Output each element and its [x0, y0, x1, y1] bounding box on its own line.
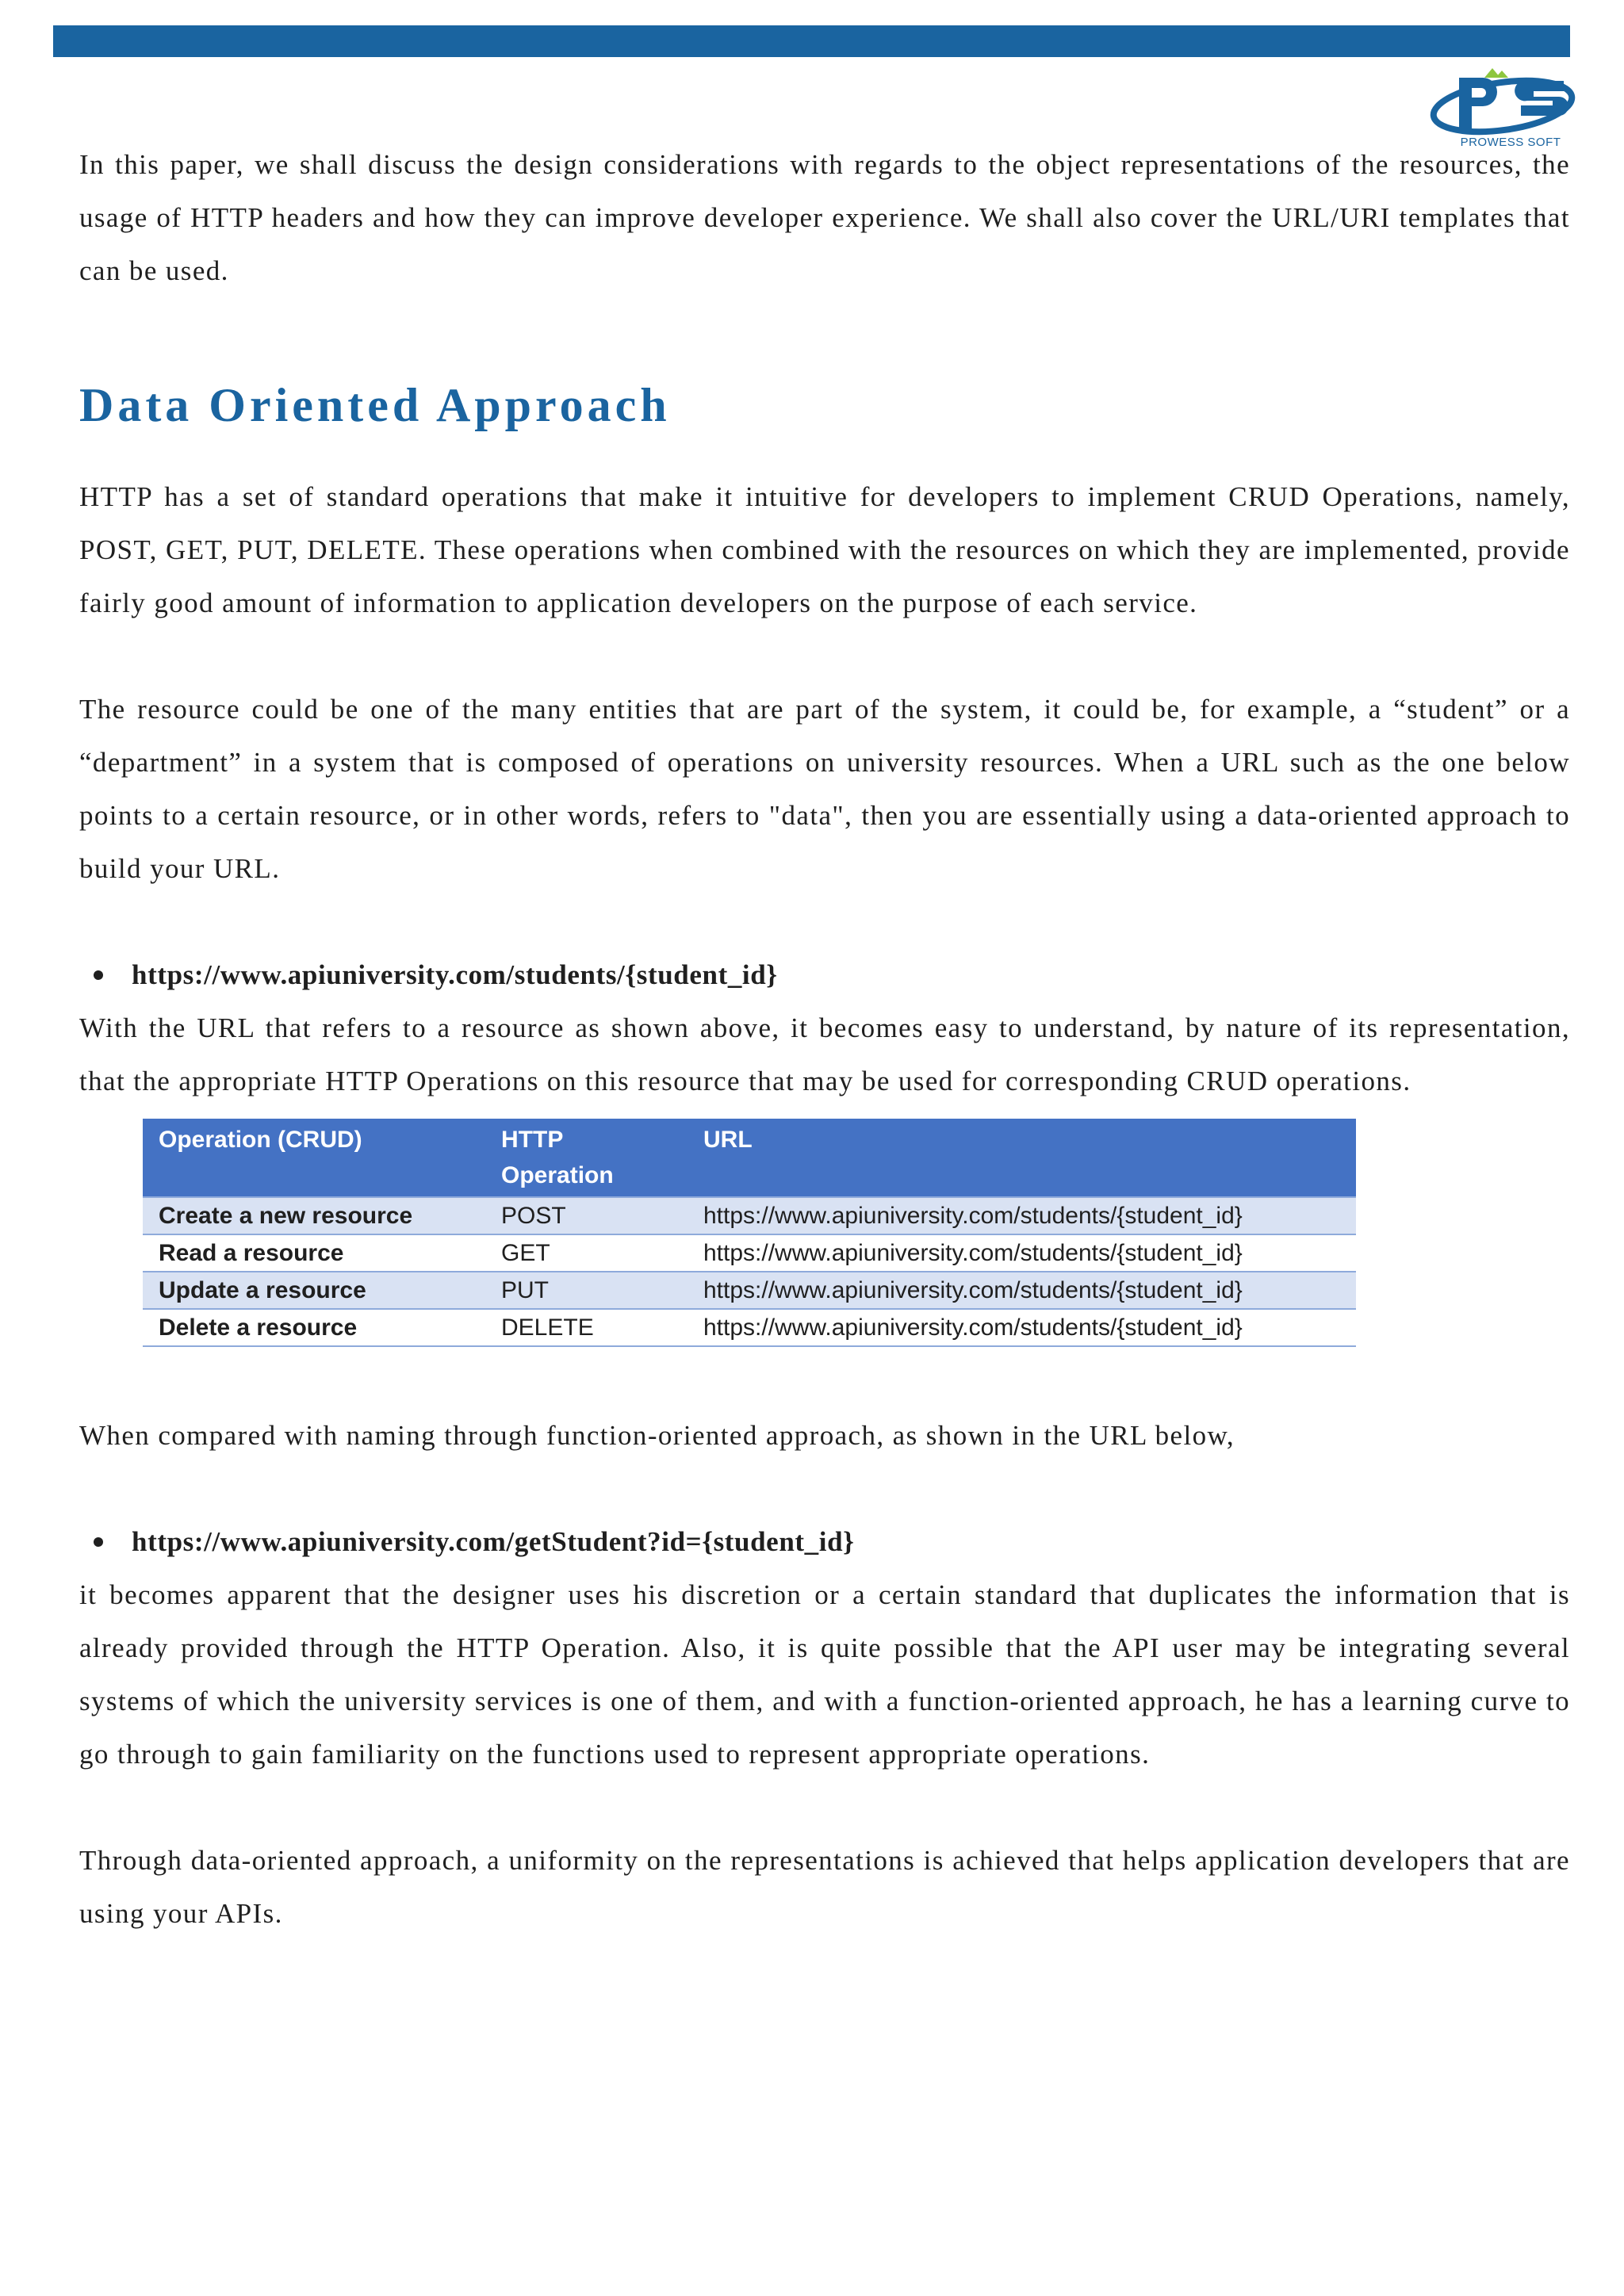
- table-cell-method: PUT: [485, 1272, 688, 1309]
- bullet-icon: [94, 1537, 103, 1547]
- table-cell-method: GET: [485, 1234, 688, 1272]
- paragraph-url-explanation: With the URL that refers to a resource as shown above, it becomes easy to understand, by nature of its representation, that the appropriate HTTP Operations on this resource that may be used for corresponding CRUD operations.: [79, 1012, 1570, 1096]
- crud-table-wrapper: [143, 1119, 1356, 1347]
- table-cell-method: POST: [485, 1197, 688, 1234]
- table-cell-method: DELETE: [485, 1309, 688, 1346]
- bullet-icon: [94, 970, 103, 980]
- table-row: [143, 1197, 1356, 1234]
- table-cell-url: https://www.apiuniversity.com/students/{student_id}: [688, 1309, 1356, 1346]
- document-body: [79, 138, 1570, 1940]
- crud-table: [143, 1119, 1356, 1347]
- url-list-item: [79, 1515, 1570, 1568]
- table-row: [143, 1309, 1356, 1346]
- url-function-oriented: https://www.apiuniversity.com/getStudent?id={student_id}: [132, 1526, 855, 1557]
- table-cell-url: https://www.apiuniversity.com/students/{student_id}: [688, 1197, 1356, 1234]
- url-list-item: [79, 948, 1570, 1001]
- logo-caption: PROWESS SOFT: [1460, 136, 1561, 149]
- paragraph-uniformity: Through data-oriented approach, a uniformity on the representations is achieved that helps application developers that are using your APIs.: [79, 1845, 1570, 1929]
- section-title: Data Oriented Approach: [79, 379, 671, 431]
- table-cell-operation: Update a resource: [143, 1272, 485, 1309]
- table-cell-operation: Delete a resource: [143, 1309, 485, 1346]
- table-cell-url: https://www.apiuniversity.com/students/{student_id}: [688, 1272, 1356, 1309]
- table-header-cell: HTTP Operation: [485, 1119, 688, 1197]
- table-cell-operation: Read a resource: [143, 1234, 485, 1272]
- table-cell-operation: Create a new resource: [143, 1197, 485, 1234]
- table-row: [143, 1234, 1356, 1272]
- url-data-oriented: https://www.apiuniversity.com/students/{student_id}: [132, 959, 778, 990]
- paragraph-discretion: it becomes apparent that the designer uses his discretion or a certain standard that duplicates the information that is already provided through the HTTP Operation. Also, it is quite possible that the API user may be integrating several systems of which the university services is one of them, and with a function-oriented approach, he has a learning curve to go through to gain familiarity on the functions used to represent appropriate operations.: [79, 1579, 1570, 1770]
- table-header-cell: Operation (CRUD): [143, 1119, 485, 1197]
- paragraph-resource: The resource could be one of the many entities that are part of the system, it could be, for example, a “student” or a “department” in a system that is composed of operations on university resources. When a URL such as the one below points to a certain resource, or in other words, refers to "data", then you are essentially using a data-oriented approach to build your URL.: [79, 694, 1570, 884]
- paragraph-function-oriented: When compared with naming through function-oriented approach, as shown in the URL below,: [79, 1420, 1235, 1451]
- paragraph-crud: HTTP has a set of standard operations that make it intuitive for developers to implement CRUD Operations, namely, POST, GET, PUT, DELETE. These operations when combined with the resources on which they are implemented, provide fairly good amount of information to application developers on the purpose of each service.: [79, 481, 1570, 618]
- table-row: [143, 1272, 1356, 1309]
- table-header-cell: URL: [688, 1119, 1356, 1197]
- header-bar: [53, 25, 1570, 57]
- intro-paragraph: In this paper, we shall discuss the design considerations with regards to the object representations of the resources, the usage of HTTP headers and how they can improve developer experience. We shall also cover the URL/URI templates that can be used.: [79, 149, 1570, 286]
- table-cell-url: https://www.apiuniversity.com/students/{student_id}: [688, 1234, 1356, 1272]
- table-header-row: [143, 1119, 1356, 1197]
